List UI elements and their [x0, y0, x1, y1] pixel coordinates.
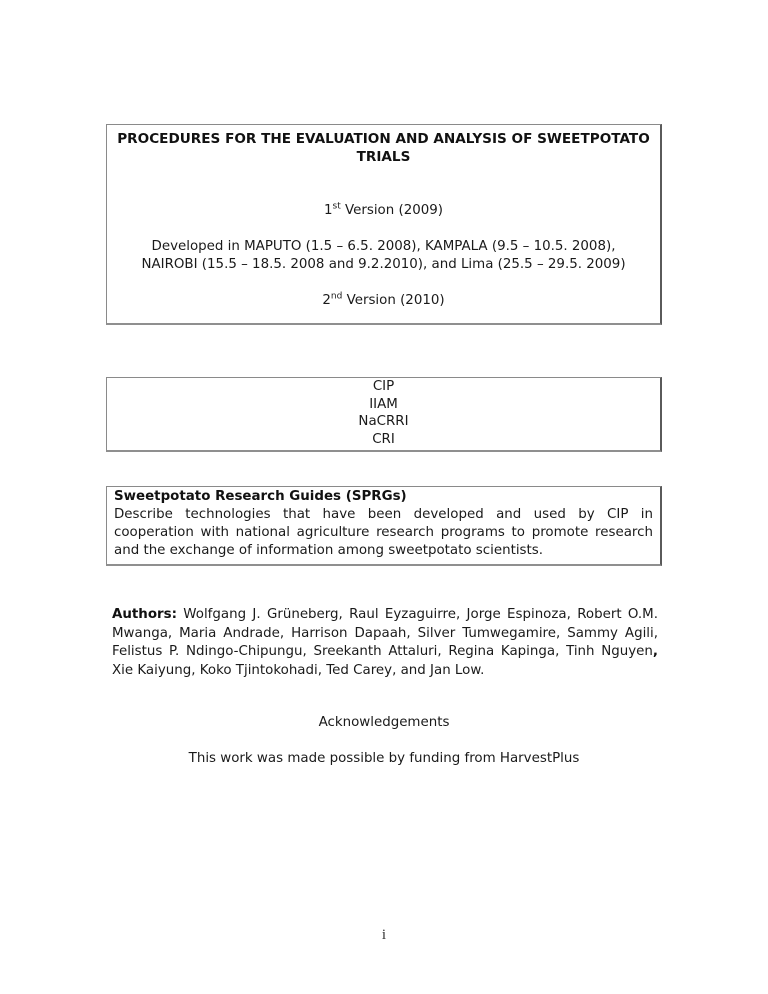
- acknowledgements-heading: Acknowledgements: [318, 715, 450, 730]
- sprg-description: Describe technologies that have been developed and used by CIP in cooperation with national agriculture research programs to promote research and the exchange of information among sweetpotato scientists.: [114, 507, 653, 558]
- developed-in-text: [107, 238, 660, 274]
- title-line-1: PROCEDURES FOR THE EVALUATION AND ANALYSIS OF SWEETPOTATO: [117, 131, 650, 147]
- developed-line-2: NAIROBI (15.5 – 18.5. 2008 and 9.2.2010), and Lima (25.5 – 29.5. 2009): [141, 257, 626, 272]
- acknowledgements-text: This work was made possible by funding from HarvestPlus: [188, 751, 580, 766]
- version1-number: 1: [323, 203, 333, 218]
- sprg-title: Sweetpotato Research Guides (SPRGs): [114, 489, 407, 504]
- institution-iiam: IIAM: [369, 396, 398, 412]
- version2-number: 2: [322, 293, 331, 308]
- developed-line-1: Developed in MAPUTO (1.5 – 6.5. 2008), KAMPALA (9.5 – 10.5. 2008),: [151, 239, 616, 254]
- authors-bold-comma: ,: [652, 644, 658, 659]
- authors-paragraph: [112, 606, 658, 680]
- authors-names-part2: Xie Kaiyung, Koko Tjintokohadi, Ted Carey, and Jan Low.: [112, 662, 485, 678]
- institution-cri: CRI: [372, 431, 395, 447]
- institutions-box: [106, 377, 662, 452]
- authors-names-part1: Wolfgang J. Grüneberg, Raul Eyzaguirre, Jorge Espinoza, Robert O.M. Mwanga, Maria Andrade, Harrison Dapaah, Silver Tumwegamire, Sammy Agili, Felistus P. Ndingo-Chipungu, Sreekanth Attaluri, Regina Kapinga, Tinh Nguyen: [112, 607, 658, 659]
- version1-text: Version (2009): [340, 203, 444, 218]
- document-title: [107, 130, 660, 166]
- institution-nacrri: NaCRRI: [358, 414, 409, 429]
- institution-cip: CIP: [372, 379, 395, 394]
- first-version-line: [107, 202, 660, 220]
- version2-suffix: nd: [330, 291, 343, 302]
- authors-label: Authors:: [112, 607, 177, 622]
- second-version-line: [107, 292, 660, 310]
- title-line-2: TRIALS: [356, 149, 411, 165]
- version2-text: Version (2010): [342, 293, 445, 308]
- version1-suffix: st: [332, 201, 341, 212]
- sprg-box: [106, 486, 662, 566]
- page-number: i: [381, 927, 387, 943]
- title-box: [106, 124, 662, 325]
